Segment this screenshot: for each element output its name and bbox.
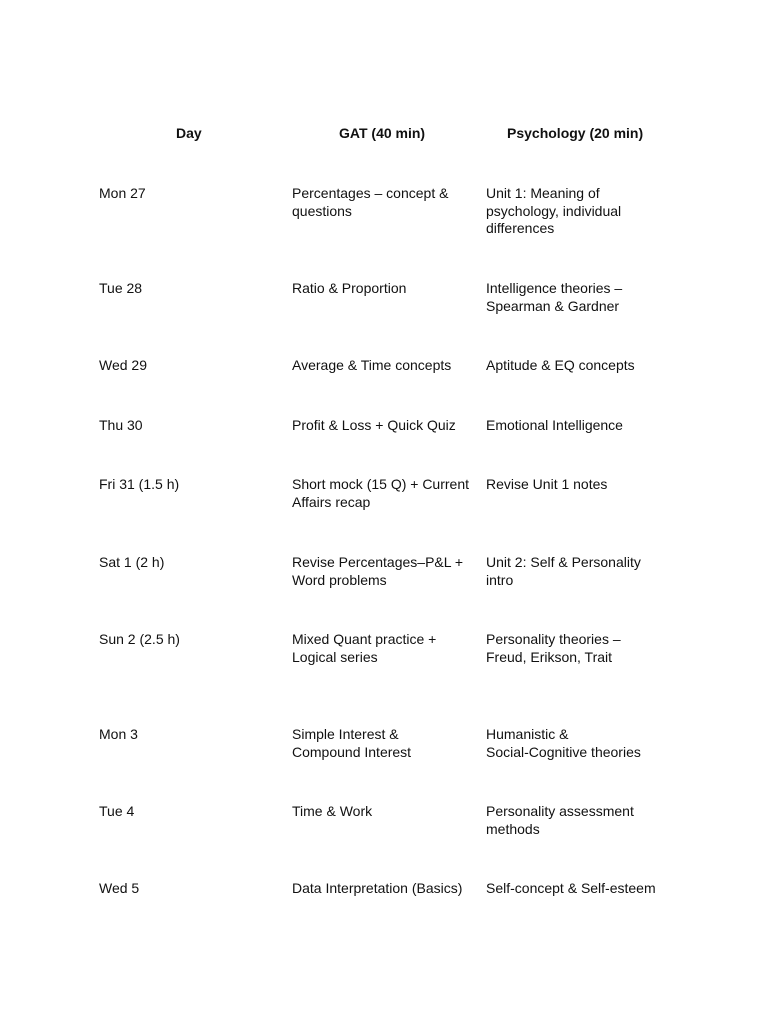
gat-cell: Revise Percentages–P&L + Word problems: [292, 554, 464, 588]
day-cell: Wed 29: [99, 357, 147, 373]
psychology-cell: Humanistic & Social-Cognitive theories: [486, 726, 641, 760]
header-gat: GAT (40 min): [339, 125, 426, 141]
gat-cell: Ratio & Proportion: [292, 280, 407, 296]
psychology-cell: Unit 2: Self & Personality intro: [486, 554, 641, 588]
day-cell: Sun 2 (2.5 h): [99, 631, 180, 647]
gat-cell: Short mock (15 Q) + Current Affairs recap: [292, 476, 470, 510]
gat-cell: Data Interpretation (Basics): [292, 880, 463, 896]
psychology-cell: Revise Unit 1 notes: [486, 476, 608, 492]
header-psychology: Psychology (20 min): [507, 125, 644, 141]
header-day: Day: [176, 125, 202, 141]
day-cell: Sat 1 (2 h): [99, 554, 165, 570]
day-cell: Mon 3: [99, 726, 138, 742]
gat-cell: Mixed Quant practice + Logical series: [292, 631, 437, 665]
psychology-cell: Personality theories – Freud, Erikson, Trait: [486, 631, 621, 665]
gat-cell: Percentages – concept & questions: [292, 185, 449, 219]
psychology-cell: Aptitude & EQ concepts: [486, 357, 635, 373]
psychology-cell: Intelligence theories – Spearman & Gardner: [486, 280, 623, 314]
psychology-cell: Self-concept & Self-esteem: [486, 880, 656, 896]
day-cell: Mon 27: [99, 185, 146, 201]
psychology-cell: Personality assessment methods: [486, 803, 634, 837]
day-cell: Tue 4: [99, 803, 135, 819]
gat-cell: Average & Time concepts: [292, 357, 452, 373]
gat-cell: Time & Work: [292, 803, 373, 819]
day-cell: Thu 30: [99, 417, 143, 433]
day-cell: Tue 28: [99, 280, 143, 296]
day-cell: Wed 5: [99, 880, 140, 896]
gat-cell: Profit & Loss + Quick Quiz: [292, 417, 456, 433]
psychology-cell: Unit 1: Meaning of psychology, individual differences: [486, 185, 622, 237]
gat-cell: Simple Interest & Compound Interest: [292, 726, 412, 760]
psychology-cell: Emotional Intelligence: [486, 417, 623, 433]
day-cell: Fri 31 (1.5 h): [99, 476, 180, 492]
